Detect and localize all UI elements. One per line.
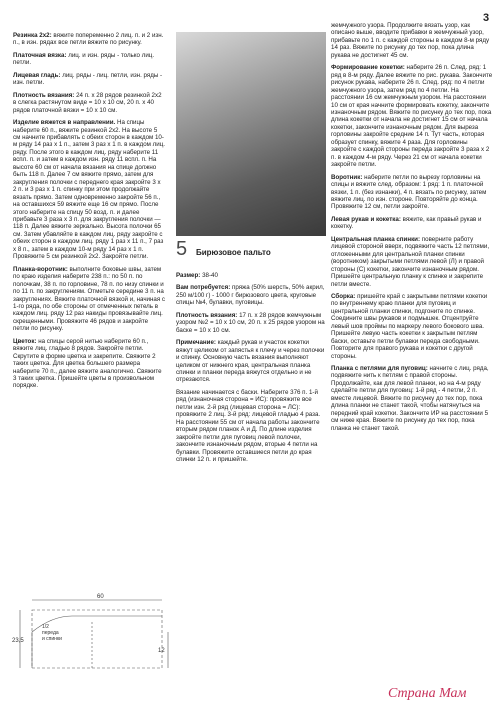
- paragraph: [176, 339, 326, 384]
- pattern-title: Бирюзовое пальто: [196, 248, 271, 257]
- paragraph-text: жемчужного узора. Продолжите вязать узор, как описано выше, вводите прибавки в жемчужный узор, прибавьте по 1 п. с каждой стороны в каждом 8-м ряду 14 раз. Вяжите по рисунку до тех пор, пока длина рукава не достигнет 45 см.: [331, 22, 490, 59]
- site-watermark: Страна Мам: [388, 686, 467, 701]
- paragraph-text: каждый рукав и участок кокетки вяжут целиком от запястья к плечу и через полочки и спинку. Основную часть вязания выполняют целиком от нижнего края, центральная планка спинки и планки переда вяжутся отдельно и не отрезаются.: [176, 339, 325, 384]
- paragraph: [13, 72, 165, 87]
- middle-column: [176, 272, 326, 468]
- paragraph: [13, 119, 165, 261]
- paragraph-text: Вязание начинается с баски. Наберите 376 п. 1-й ряд (изнаночная сторона = ИС): провяжите все петли изн. 2-й ряд (лицевая сторона = ЛС): провяжите 2 лиц. 3-й ряд: лицевой гладью 4 раза. На расстоянии 55 см от начала работы закончите вторым рядом планок А и Д. По длине изделия закройте петли для пуговиц левой полочки, закончите изнаночным рядом, вторые 4 петли на булавки. Провяжите оставшиеся петли до края спинки 12 п. и пришейте.: [176, 388, 321, 463]
- part-label-1: 1/2: [42, 624, 49, 630]
- paragraph: [331, 236, 493, 288]
- paragraph-text: наберите петли по вырезу горловины на спицы и вяжите след. образом: 1 ряд: 1 п. платочной вязки, 1 п. (без изнанки), 4 п. вязать по рисунку, затем вяжите лиц. по изн. стороне. Повторяйте до конца. Провяжите 12 см, петли закройте.: [331, 173, 487, 211]
- paragraph-heading: Плотность вязания:: [176, 311, 238, 319]
- pattern-schematic: [12, 592, 174, 694]
- paragraph: [331, 293, 493, 360]
- paragraph: [331, 365, 493, 432]
- model-photo: [176, 32, 326, 236]
- paragraph-text: 17 п. х 28 рядов жемчужным узором №2 = 10 х 10 см, 20 п. х 25 рядов узором на баске = 10 х 10 см.: [176, 311, 325, 334]
- paragraph: [331, 174, 493, 211]
- paragraph: [176, 389, 326, 464]
- width-label: 60: [97, 594, 104, 600]
- paragraph: [13, 338, 165, 390]
- paragraph-heading: Примечание:: [176, 339, 216, 347]
- paragraph-heading: Центральная планка спинки:: [331, 235, 421, 243]
- paragraph: [331, 216, 493, 231]
- paragraph-heading: Планка-воротник:: [13, 265, 68, 273]
- paragraph: [331, 64, 493, 168]
- height-label: 23,5: [12, 638, 24, 644]
- paragraph-text: поверните работу лицевой стороной вверх, подвяжите часть 12 петлями, отложенными для центральной планки спинки (воротником) закрытыми петлями левой (Л) и правой стороны (С) кокетки, закончите изнаночным рядом. Пришейте центральную планку к спинке и закрепите петли вместе.: [331, 235, 490, 288]
- paragraph-text: выполните боковые швы, затем по краю изделия наберите 238 п.: по 50 п. по полочкам, 38 п. по горловине, 78 п. по низу спинки и по 11 п. по закруглениям. Отметьте середине 3 п. на закруглениях. Вяжите платочной вязкой и, начиная с 1-го ряда, по обе стороны от отмеченных петель в каждом лиц. ряду 12 раз накиды провязывайте лиц. скрещенными. Провяжите 46 рядов и закройте петли по рисунку.: [13, 265, 166, 333]
- paragraph-heading: Размер:: [176, 272, 201, 279]
- paragraph: [13, 32, 165, 47]
- paragraph: [13, 92, 165, 114]
- paragraph-heading: Цветок:: [13, 337, 37, 345]
- part-label-2: переда: [42, 630, 59, 636]
- right-column: [331, 22, 493, 437]
- paragraph-heading: Платочная вязка:: [13, 51, 67, 59]
- paragraph-text: вяжите, как правый рукав и кокетку.: [331, 215, 482, 231]
- paragraph-text: пришейте край с закрытыми петлями кокетки по внутреннему краю планки для пуговиц и центральной планки спинки, подгоните по спинке. Соедините швы рукавов и подмышек. Отцентруйте левый шов проймы по маркеру левого бокового шва. Пришейте левую часть кокетки к закрытым петлям баски, оставьте петли булавки переда свободными. Повторите для правого рукава и кокетки с другой стороны.: [331, 292, 488, 360]
- paragraph-heading: Вам потребуется:: [176, 284, 231, 292]
- paragraph-text: На спицы наберите 60 п., вяжите резинкой 2х2. На высоте 5 см начните прибавлять с обеих сторон в каждом 10-м ряду 14 раз х 1 п., затем 3 раз х 1 п. в каждом лиц. ряду. После этого в каждом лиц. ряду наберите 11 вспл. п. и затем в каждом изн. ряду 11 вспл. п. На высоте 60 см от начала вязания на спице должно быть 118 п. Далее 7 см вяжите прямо, затем для закругления полочки с переднего края закройте 3 х 2 п. и 3 раз х 1 п. спинку при этом продолжайте вязать прямо. Затем одновременно закройте 56 п., на оставшихся 59 вяжите еще 16 см прямо. После этого наберите на спицу 50 возд. п. и далее прибавьте 3 раза х 3 п. для закругления полочки — 118 п. Далее вяжите зеркально. Высота полочки 65 см. Затем убавляйте в каждом лиц. ряду закройте с обеих сторон в каждом лиц. ряду 1 раз х 11 п., 7 раз х 8 п., затем в каждом 10-м ряду 14 раз х 1 п. Провяжите 5 см резинкой 2х2. Закройте петли.: [13, 119, 165, 261]
- paragraph: [331, 22, 493, 59]
- paragraph-text: 38-40: [200, 272, 218, 279]
- paragraph: [176, 272, 326, 279]
- paragraph-text: начните с лиц. ряда, подвяжите нить к петлям с правой стороны. Продолжайте, как для левой планки, но на 4-м ряду сделайте петли для пуговиц: 1-й ряд - 4 петли, 2 п. вместе лицевой. Вяжите по рисунку до тех пор, пока длина планки не станет такой, чтобы натянуться на передний край кокетки. Закончите ИР на расстоянии 5 см ниже края. Вяжите по рисунку до тех пор, пока планка не станет такой.: [331, 365, 489, 432]
- paragraph-text: на спицы серой нитью наберите 60 п., вяжите лиц. гладью 8 рядов. Закройте петли. Скрутите в форме цветка и закрепите. Свяжите 2 таких цветка. Для цветка большего размера наберите 70 п., далее вяжите аналогично. Свяжите 3 таких цветка. Пришейте цветы в произвольном порядке.: [13, 337, 162, 390]
- paragraph-text: лиц. и изн. ряды - только лиц. петли.: [13, 51, 155, 67]
- paragraph-text: вяжите попеременно 2 лиц. п. и 2 изн. п., в изн. рядах все петли вяжите по рисунку.: [13, 32, 164, 47]
- side-label: 12: [158, 648, 165, 654]
- left-column: [13, 32, 165, 395]
- paragraph-heading: Резинка 2х2:: [13, 32, 52, 39]
- paragraph: [176, 284, 326, 306]
- paragraph-heading: Воротник:: [331, 173, 363, 181]
- paragraph-heading: Изделие вяжется в направлении.: [13, 119, 116, 127]
- page-number: 3: [483, 12, 490, 24]
- paragraph-text: лиц. ряды - лиц. петли, изн. ряды - изн. петли.: [13, 71, 163, 87]
- paragraph-text: пряжа (50% шерсть, 50% акрил, 250 м/100 г) - 1000 г бирюзового цвета, круговые спицы №4, булавки, пуговицы.: [176, 284, 325, 307]
- paragraph-heading: Сборка:: [331, 292, 356, 300]
- paragraph-text: 24 п. х 28 рядов резинкой 2х2 в слегка растянутом виде = 10 х 10 см, 20 п. х 40 рядов платочной вязки = 10 х 10 см.: [13, 91, 162, 114]
- paragraph-heading: Формирование кокетки:: [331, 64, 405, 72]
- pattern-number: 5: [176, 238, 188, 260]
- paragraph: [176, 312, 326, 334]
- paragraph-heading: Плотность вязания:: [13, 91, 75, 99]
- paragraph: [13, 52, 165, 67]
- paragraph: [13, 266, 165, 333]
- part-label-3: и спинки: [42, 636, 62, 642]
- paragraph-heading: Лицевая гладь:: [13, 71, 61, 79]
- paragraph-text: наберите 26 п. След. ряд: 1 ряд в 8-м ряду. Далее вяжите по рис. рукава. Закончите рисунок рукава, наберите 26 п. След. ряд: по 4 петли жемчужного узора, затем ряд по 4 петли. На расстоянии 16 см жемчужным узором. На расстоянии 10 см от края начните формировать кокетку, закончите изнаночным рядом. Вяжите по рисунку до тех пор, пока длина кокетки от начала не достигнет 15 см от начала кокетки, закончите изнаночным рядом. Для выреза горловины закройте средние 14 п. Тут часть, которая образует спинку, вяжите 4 раза. Для горловины закройте с каждой стороны переда закройте 3 раза х 2 п. в каждом 4-м ряду. Через 21 см от начала кокетки закройте петли.: [331, 64, 493, 169]
- paragraph-heading: Планка с петлями для пуговиц:: [331, 365, 428, 373]
- paragraph-heading: Левая рукав и кокетка:: [331, 215, 401, 223]
